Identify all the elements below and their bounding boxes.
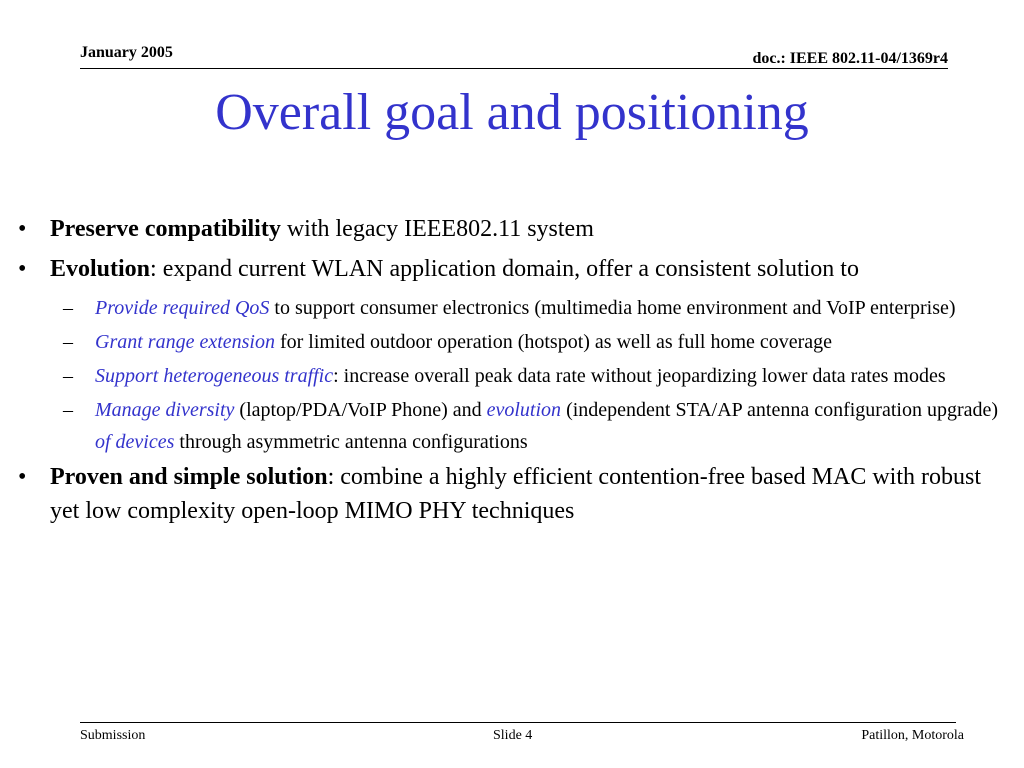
sub-bullet-heterogeneous-traffic	[0, 360, 1024, 392]
bullet-preserve-compatibility	[0, 212, 1024, 246]
footer-slide-number: Slide 4	[493, 728, 533, 743]
bullet-evolution	[0, 252, 1024, 286]
footer-divider	[80, 722, 956, 723]
header-doc-id: doc.: IEEE 802.11-04/1369r4	[752, 50, 948, 67]
sub-bullet-range-extension	[0, 326, 1024, 358]
bullet-marker: •	[18, 216, 27, 242]
sub-bullet-text: to support consumer electronics (multimedia home environment and VoIP enterprise)	[269, 297, 956, 319]
sub-bullet-marker: –	[63, 365, 73, 387]
sub-bullet-marker: –	[63, 297, 73, 319]
bullet-text: with legacy IEEE802.11 system	[280, 216, 594, 242]
slide-content	[0, 212, 1024, 534]
footer-author: Patillon, Motorola	[861, 728, 964, 743]
sub-bullet-highlight-evolution: evolution	[486, 399, 562, 421]
bullet-bold-term: Proven and simple solution	[50, 464, 328, 490]
bullet-marker: •	[18, 256, 27, 282]
bullet-proven-simple-solution	[0, 460, 1024, 528]
bullet-bold-term: Preserve compatibility	[50, 216, 281, 242]
sub-bullet-highlight: Manage diversity	[95, 399, 235, 421]
header-divider	[80, 68, 948, 69]
sub-bullet-text: (laptop/PDA/VoIP Phone) and	[234, 399, 487, 421]
sub-bullet-highlight: Support heterogeneous traffic	[95, 365, 334, 387]
sub-bullet-marker: –	[63, 331, 73, 353]
sub-bullet-highlight-devices: of devices	[95, 431, 175, 453]
bullet-text: : combine a highly efficient contention-free based MAC with robust yet low complexity open-loop MIMO PHY techniques	[50, 464, 981, 524]
header-date: January 2005	[80, 44, 173, 61]
sub-bullet-text-3: through asymmetric antenna configurations	[174, 431, 528, 453]
bullet-bold-term: Evolution	[50, 256, 151, 282]
sub-bullet-marker: –	[63, 399, 73, 421]
bullet-marker: •	[18, 464, 27, 490]
sub-bullet-text: : increase overall peak data rate without jeopardizing lower data rates modes	[333, 365, 946, 387]
footer-submission: Submission	[80, 728, 146, 743]
slide-title: Overall goal and positioning	[215, 84, 809, 141]
sub-bullet-highlight: Provide required QoS	[95, 297, 270, 319]
sub-bullet-text: for limited outdoor operation (hotspot) as well as full home coverage	[274, 331, 833, 353]
sub-bullet-highlight: Grant range extension	[95, 331, 275, 353]
sub-bullet-manage-diversity	[0, 394, 1024, 458]
sub-bullet-text-2: (independent STA/AP antenna configuration upgrade)	[561, 399, 999, 421]
bullet-text: : expand current WLAN application domain, offer a consistent solution to	[150, 256, 859, 282]
sub-bullet-qos	[0, 292, 1024, 324]
